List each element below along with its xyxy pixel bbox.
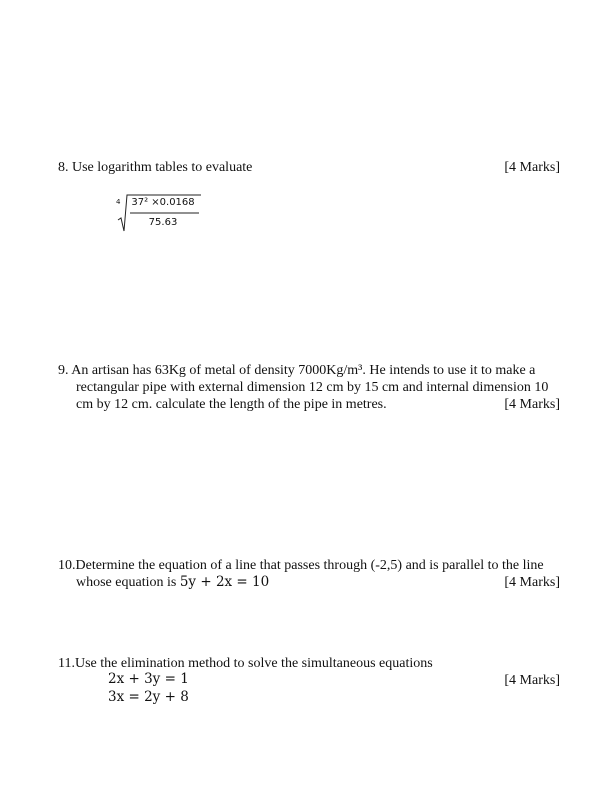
question-text: 9. An artisan has 63Kg of metal of density 7000Kg/m³. He intends to use it to make a	[58, 363, 536, 378]
equation-1: 2x + 3y = 1	[108, 671, 189, 687]
denominator: 75.63	[148, 217, 178, 228]
question-8	[58, 159, 560, 176]
question-text: 11.Use the elimination method to solve the simultaneous equations	[58, 656, 433, 671]
question-text: 8. Use logarithm tables to evaluate	[58, 160, 253, 175]
numerator: 37² ×0.0168	[131, 197, 195, 208]
marks-label: [4 Marks]	[504, 160, 560, 175]
question-text: 10.Determine the equation of a line that passes through (-2,5) and is parallel to the line	[58, 558, 544, 573]
question-10	[58, 557, 560, 591]
root-index: 4	[116, 198, 121, 206]
equation-2: 3x = 2y + 8	[108, 689, 189, 705]
marks-label: [4 Marks]	[504, 397, 560, 412]
question-9	[58, 362, 560, 413]
marks-label: [4 Marks]	[504, 575, 560, 590]
marks-label: [4 Marks]	[504, 673, 560, 688]
question-text: cm by 12 cm. calculate the length of the pipe in metres.	[76, 397, 387, 412]
fourth-root-expression	[115, 193, 205, 233]
question-text: whose equation is	[76, 575, 180, 590]
equation: 5y + 2x = 10	[179, 574, 270, 590]
question-text: rectangular pipe with external dimension 12 cm by 15 cm and internal dimension 10	[76, 380, 549, 395]
